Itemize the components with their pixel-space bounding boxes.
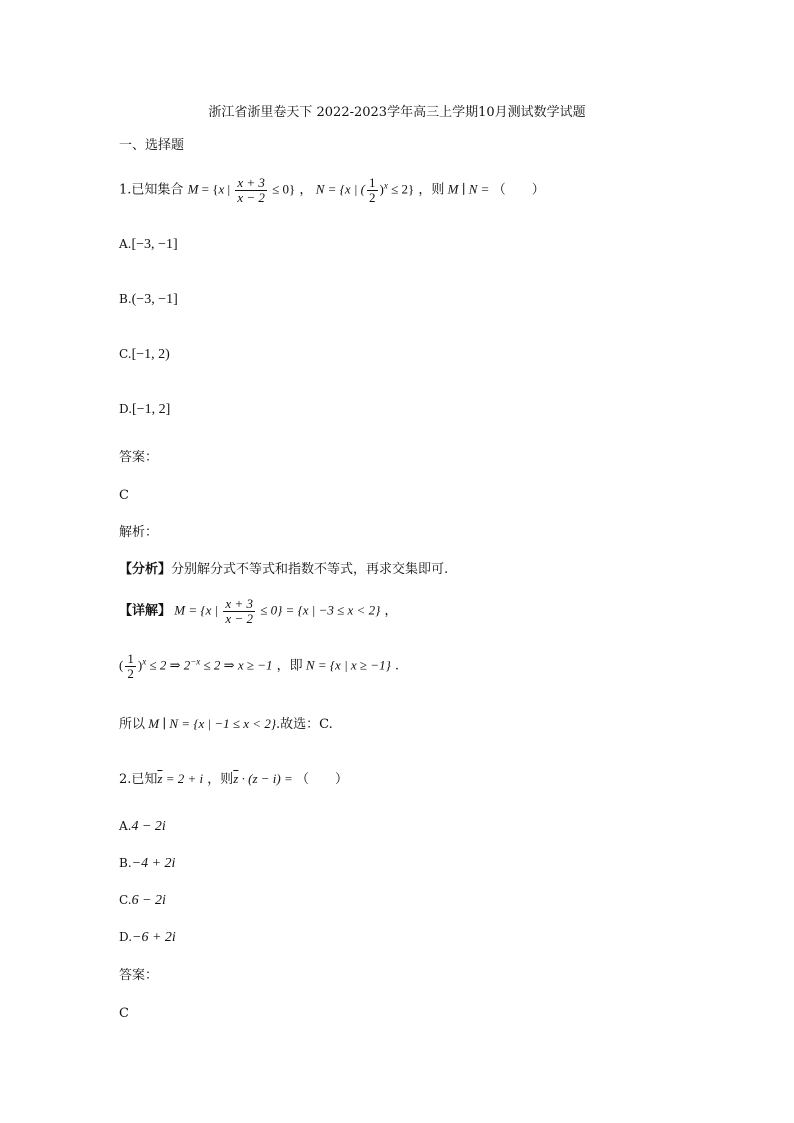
set-n-expression: N = {x | (: [312, 181, 366, 197]
option-value: [−1, 2): [131, 347, 170, 362]
exponent-x: x: [383, 180, 388, 191]
set-m-symbol: M: [187, 181, 199, 197]
option-b: [119, 293, 178, 307]
option-value: 6 − 2i: [131, 893, 166, 908]
answer-label: 答案：: [119, 450, 159, 465]
question-prefix: 已知: [131, 772, 158, 787]
open-paren: (: [119, 657, 124, 673]
option-label: D.: [119, 402, 133, 416]
question-2-stem: [119, 772, 348, 786]
detail-result: ≤ 0} = {x | −3 ≤ x < 2}: [256, 602, 381, 618]
option-label: C.: [119, 347, 132, 361]
option-value: 4 − 2i: [131, 819, 166, 834]
analysis-label: 解析：: [119, 525, 159, 540]
answer-blank: （ ）: [295, 772, 348, 787]
answer-blank: （ ）: [492, 182, 545, 198]
conclusion-line: [119, 717, 333, 731]
q2-answer-value: C: [119, 1006, 129, 1021]
implication-tail: ≤ 2 ⇒ x ≥ −1: [200, 657, 273, 673]
detail-set-m: M = {x |: [171, 602, 222, 618]
q2-option-d: [119, 931, 176, 945]
section-heading: 一、选择题: [119, 138, 185, 153]
fraction-denominator: x − 2: [237, 189, 265, 205]
set-n-result: N = {x | x ≥ −1}: [302, 657, 391, 673]
conclusion-expression: M ∣ N = {x | −1 ≤ x < 2}: [145, 716, 277, 731]
question-number: 1.: [119, 182, 132, 198]
option-label: A.: [119, 237, 132, 251]
close-paren: ): [137, 657, 143, 673]
half-fraction: [367, 176, 378, 204]
detail-line-1: [119, 597, 397, 625]
analysis-summary: [119, 563, 448, 576]
detail-fraction-numerator: x + 3: [225, 596, 253, 611]
product-expression: · (z − i) =: [238, 771, 296, 786]
option-a: [119, 238, 178, 252]
n-tail: ≤ 2}: [387, 181, 415, 197]
option-value: [−1, 2]: [132, 402, 171, 417]
intersection-expression: M ∣ N =: [444, 181, 493, 197]
q2-option-c: [119, 894, 166, 908]
z-conjugate-expr: $\overline{z}$: [233, 771, 239, 786]
option-value: [−3, −1]: [131, 237, 178, 252]
detail-half-fraction: [125, 652, 136, 680]
then-text: ，则: [203, 772, 234, 787]
analysis-text: 分别解分式不等式和指数不等式，再求交集即可.: [171, 562, 449, 577]
document-title: 浙江省浙里卷天下 2022-2023学年高三上学期10月测试数学试题: [208, 105, 586, 120]
option-label: B.: [119, 292, 132, 306]
ji-text: ，即: [272, 658, 303, 674]
option-value: (−3, −1]: [131, 292, 178, 307]
detail-comma: ，: [380, 603, 398, 619]
half-denominator: 2: [127, 665, 134, 681]
then-text: ，则: [414, 182, 445, 198]
set-bar: |: [224, 181, 234, 197]
q2-option-a: [119, 820, 166, 834]
separator: ，: [295, 182, 313, 198]
answer-value: C: [119, 488, 129, 503]
half-numerator: 1: [127, 651, 134, 666]
fraction-numerator: x + 3: [237, 175, 265, 190]
implication-part: ≤ 2 ⇒ 2: [146, 657, 191, 673]
analysis-tag: 【分析】: [119, 562, 172, 577]
conclusion-prefix: 所以: [119, 717, 146, 732]
option-label: C.: [119, 893, 132, 907]
q2-answer-label: 答案：: [119, 968, 159, 983]
option-value: −6 + 2i: [132, 930, 176, 945]
q2-option-b: [119, 857, 175, 871]
conclusion-choice: .故选：C.: [276, 717, 333, 732]
inequality-tail: ≤ 0}: [268, 181, 296, 197]
option-label: A.: [119, 819, 132, 833]
detail-fraction: [223, 597, 255, 625]
question-prefix: 已知集合: [131, 182, 184, 198]
detail-fraction-denominator: x − 2: [225, 610, 253, 626]
detail-tag: 【详解】: [119, 603, 172, 619]
equals-brace: = {: [198, 181, 219, 197]
z-value: = 2 + i: [162, 771, 204, 786]
fraction: [235, 176, 267, 204]
question-1-stem: [119, 176, 545, 204]
close-paren: ): [379, 181, 384, 197]
exponent-x: x: [142, 656, 147, 667]
option-d: [119, 403, 170, 417]
exponent-neg-x: −x: [190, 656, 201, 667]
option-label: B.: [119, 856, 132, 870]
period: .: [390, 658, 400, 674]
question-number: 2.: [119, 772, 132, 787]
z-conjugate: $\overline{z}$: [157, 771, 163, 786]
option-c: [119, 348, 170, 362]
half-denominator: 2: [369, 189, 376, 205]
half-numerator: 1: [369, 175, 376, 190]
option-value: −4 + 2i: [131, 856, 176, 871]
detail-line-2: [119, 652, 399, 680]
variable-x: x: [218, 181, 225, 197]
option-label: D.: [119, 930, 133, 944]
